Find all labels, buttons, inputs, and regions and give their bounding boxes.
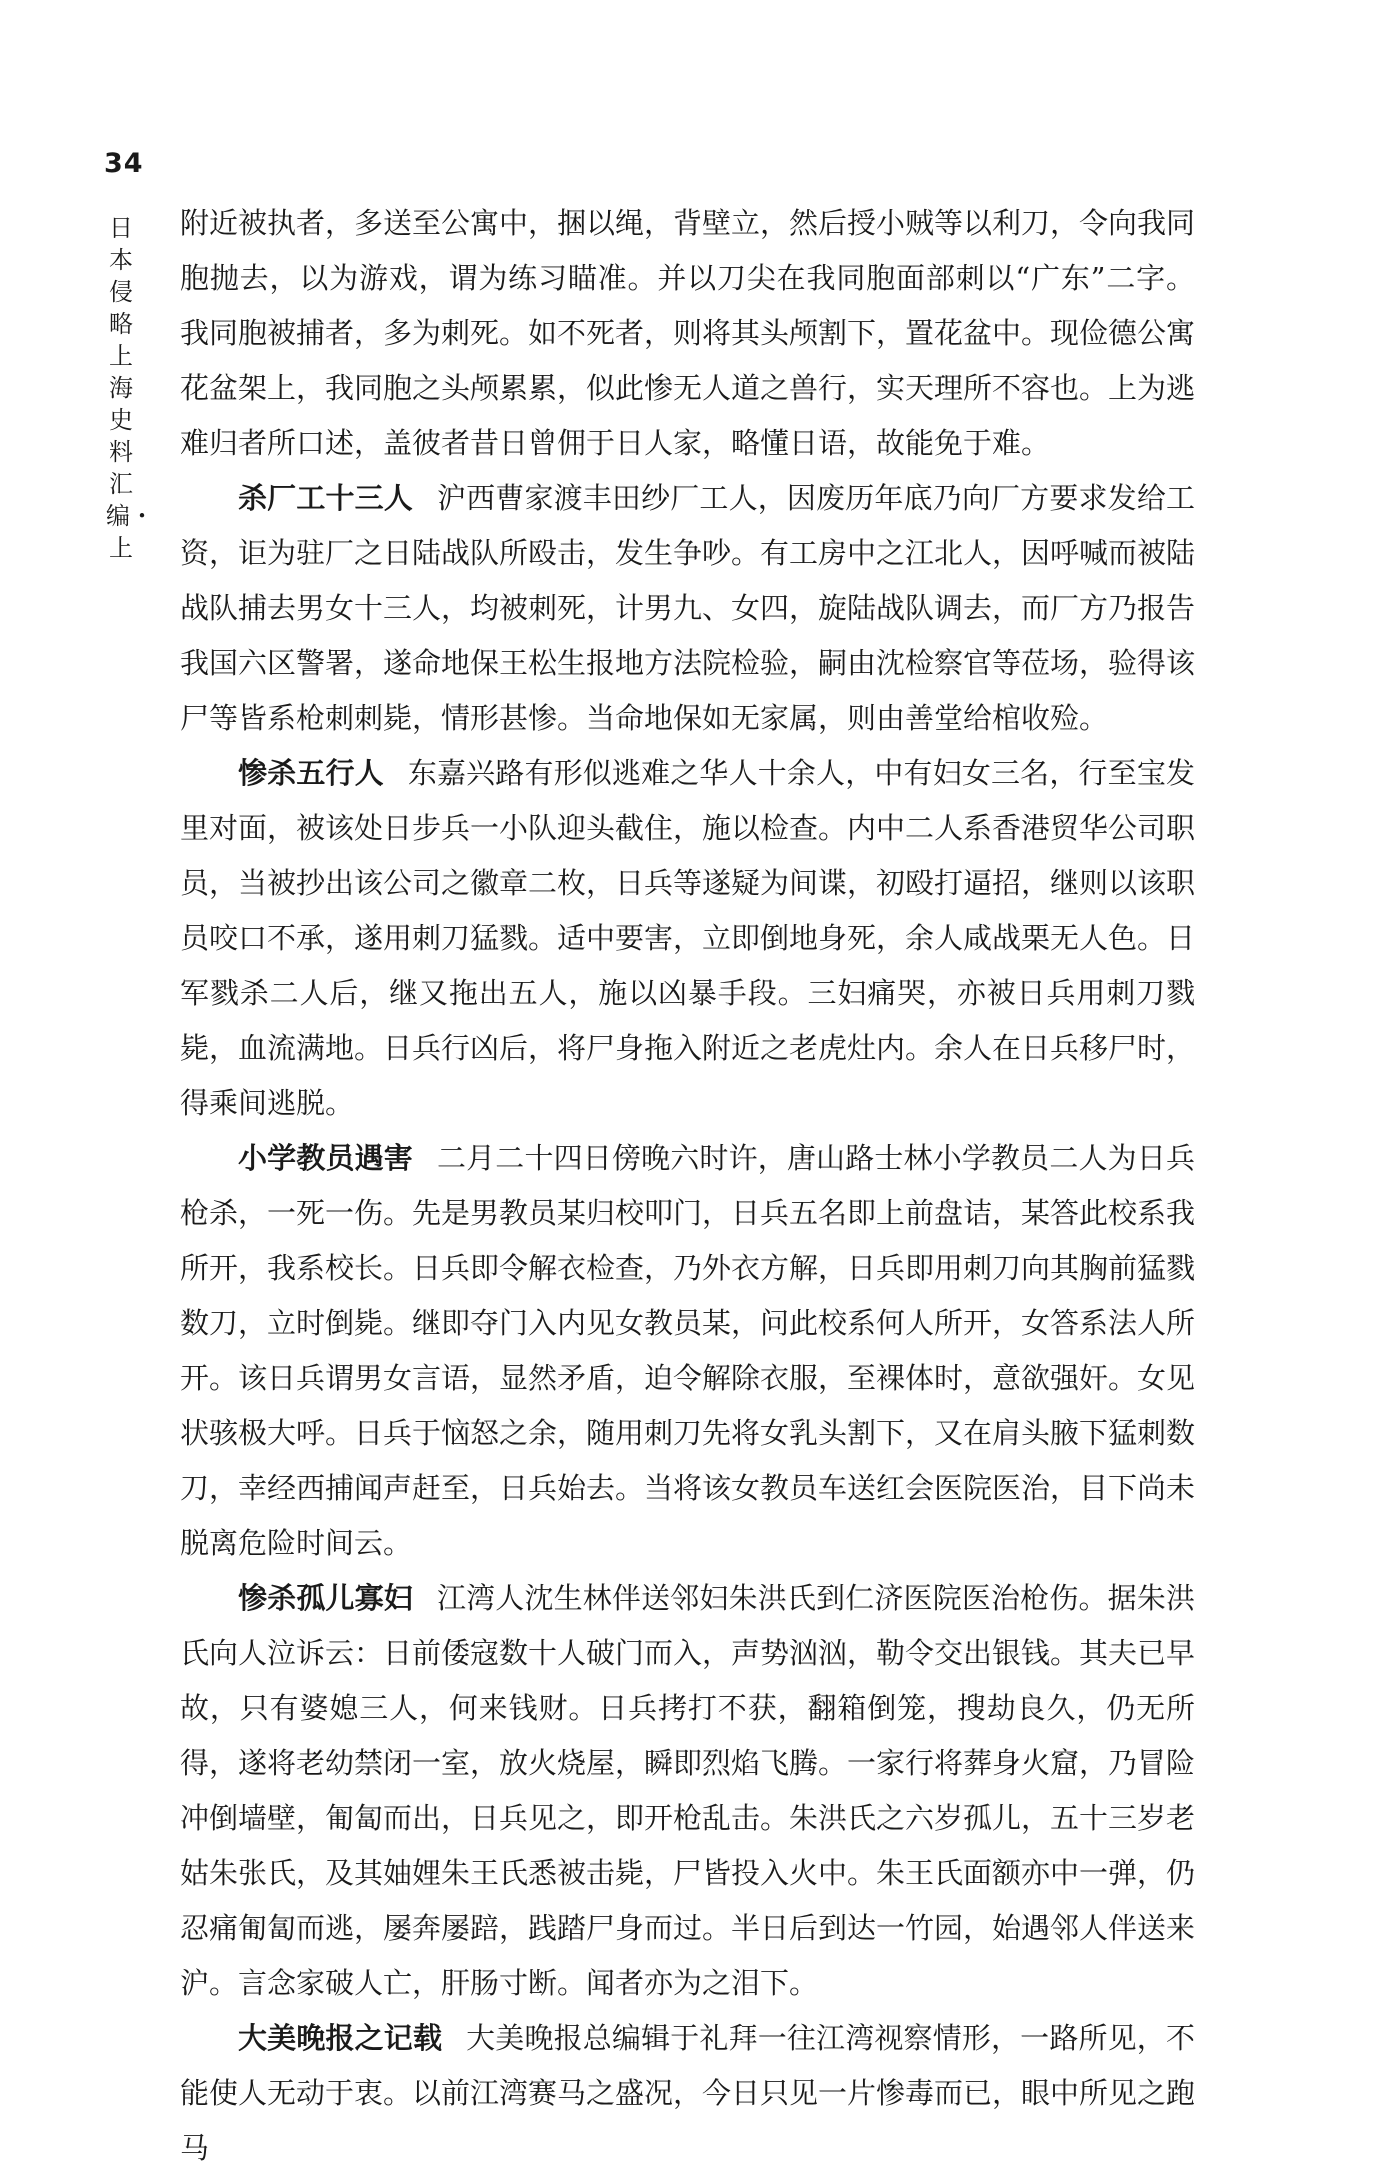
paragraph-text: 江湾人沈生林伴送邻妇朱洪氏到仁济医院医治枪伤。据朱洪氏向人泣诉云：日前倭寇数十人破门而入，声势汹汹，勒令交出银钱。其夫已早故，只有婆媳三人，何来钱财。日兵拷打不获，翻箱倒笼，搜劫良久，仍无所得，遂将老幼禁闭一室，放火烧屋，瞬即烈焰飞腾。一家行将葬身火窟，乃冒险冲倒墙壁，匍匐而出，日兵见之，即开枪乱击。朱洪氏之六岁孤儿，五十三岁老姑朱张氏，及其妯娌朱王氏悉被击毙，尸皆投入火中。朱王氏面额亦中一弹，仍忍痛匍匐而逃，屡奔屡踣，践踏尸身而过。半日后到达一竹园，始遇邻人伴送来沪。言念家破人亡，肝肠寸断。闻者亦为之泪下。 — [180, 1581, 1196, 2000]
section-heading: 大美晚报之记载 — [238, 2021, 443, 2055]
paragraph-text: 大美晚报总编辑于礼拜一往江湾视察情形，一路所见，不能使人无动于衷。以前江湾赛马之盛况，今日只见一片惨毒而已，眼中所见之跑马 — [180, 2021, 1196, 2165]
paragraph-five-pedestrians — [180, 746, 1195, 1131]
paragraph-continuation — [180, 196, 1195, 471]
paragraph-text: 附近被执者，多送至公寓中，捆以绳，背壁立，然后授小贼等以利刀，令向我同胞抛去，以为游戏，谓为练习瞄准。并以刀尖在我同胞面部刺以“广东”二字。我同胞被捕者，多为刺死。如不死者，则将其头颅割下，置花盆中。现俭德公寓花盆架上，我同胞之头颅累累，似此惨无人道之兽行，实天理所不容也。上为逃难归者所口述，盖彼者昔日曾佣于日人家，略懂日语，故能免于难。 — [180, 206, 1196, 460]
paragraph-factory-workers — [180, 471, 1195, 746]
paragraph-orphans-widows — [180, 1571, 1195, 2011]
body-text — [180, 196, 1195, 2176]
section-heading: 惨杀孤儿寡妇 — [238, 1581, 413, 1615]
page-number: 34 — [104, 148, 144, 179]
section-heading: 惨杀五行人 — [238, 756, 384, 790]
running-title: 日本侵略上海史料汇编・上 — [106, 214, 154, 562]
paragraph-evening-post — [180, 2011, 1195, 2176]
paragraph-text: 二月二十四日傍晚六时许，唐山路士林小学教员二人为日兵枪杀，一死一伤。先是男教员某归校叩门，日兵五名即上前盘诘，某答此校系我所开，我系校长。日兵即令解衣检查，乃外衣方解，日兵即用刺刀向其胸前猛戮数刀，立时倒毙。继即夺门入内见女教员某，问此校系何人所开，女答系法人所开。该日兵谓男女言语，显然矛盾，迫令解除衣服，至裸体时，意欲强奸。女见状骇极大呼。日兵于恼怒之余，随用刺刀先将女乳头割下，又在肩头腋下猛刺数刀，幸经西捕闻声赶至，日兵始去。当将该女教员车送红会医院医治，目下尚未脱离危险时间云。 — [180, 1141, 1196, 1560]
section-heading: 小学教员遇害 — [238, 1141, 413, 1175]
paragraph-school-teachers — [180, 1131, 1195, 1571]
paragraph-text: 沪西曹家渡丰田纱厂工人，因废历年底乃向厂方要求发给工资，讵为驻厂之日陆战队所殴击，发生争吵。有工房中之江北人，因呼喊而被陆战队捕去男女十三人，均被刺死，计男九、女四，旋陆战队调去，而厂方乃报告我国六区警署，遂命地保王松生报地方法院检验，嗣由沈检察官等莅场，验得该尸等皆系枪刺刺毙，情形甚惨。当命地保如无家属，则由善堂给棺收殓。 — [180, 481, 1196, 735]
section-heading: 杀厂工十三人 — [238, 481, 413, 515]
paragraph-text: 东嘉兴路有形似逃难之华人十余人，中有妇女三名，行至宝发里对面，被该处日步兵一小队迎头截住，施以检查。内中二人系香港贸华公司职员，当被抄出该公司之徽章二枚，日兵等遂疑为间谍，初殴打逼招，继则以该职员咬口不承，遂用刺刀猛戮。适中要害，立即倒地身死，余人咸战栗无人色。日军戮杀二人后，继又拖出五人，施以凶暴手段。三妇痛哭，亦被日兵用刺刀戮毙，血流满地。日兵行凶后，将尸身拖入附近之老虎灶内。余人在日兵移尸时，得乘间逃脱。 — [180, 756, 1196, 1120]
